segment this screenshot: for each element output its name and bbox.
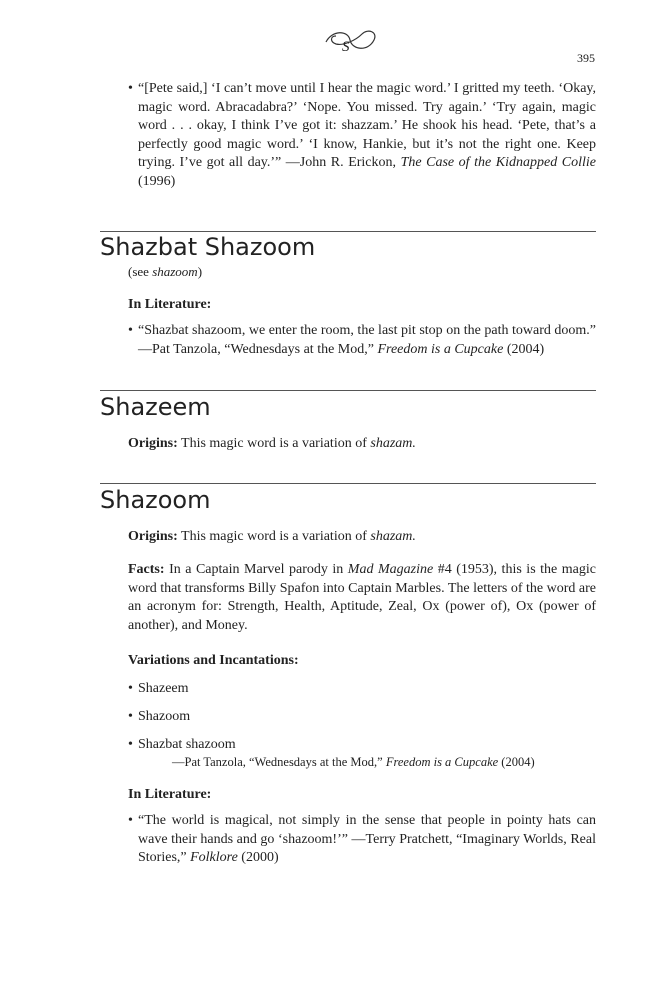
origins-text: This magic word is a variation of [177, 436, 371, 451]
attribution-text: —Pat Tanzola, “Wednesdays at the Mod,” [172, 755, 386, 769]
page-number: 395 [577, 51, 595, 65]
entry-title-shazoom: Shazoom [100, 485, 211, 514]
literature-quote-block [128, 322, 596, 359]
see-prefix: (see [128, 264, 153, 279]
literature-quote-year: (2000) [237, 850, 279, 865]
in-literature-label: In Literature: [128, 297, 212, 312]
top-quote-year: (1996) [138, 173, 176, 189]
top-quote-block [128, 80, 596, 191]
see-suffix: ) [197, 264, 203, 279]
literature-quote-block [128, 812, 596, 868]
literature-quote-source: Freedom is a Cupcake [377, 341, 504, 357]
attribution-source: Freedom is a Cupcake [385, 755, 499, 769]
literature-quote [128, 322, 596, 359]
top-quote-source: The Case of the Kidnapped Collie [400, 155, 596, 170]
literature-quote-text: “The world is magical, not simply in the sense that people in pointy hats can wave their hands and go ‘shazoom!’” —Terry Pratchett, “Imaginary Worlds, Real Stories,” [138, 813, 596, 865]
literature-quote-text: “Shazbat shazoom, we enter the room, the last pit stop on the path toward doom.” —Pat Tanzola, “Wednesdays at the Mod,” [138, 323, 596, 357]
variations-list [128, 680, 596, 770]
origins-block [128, 435, 596, 454]
origins-label: Origins: [128, 436, 178, 451]
flourish-ornament-icon [322, 24, 378, 64]
section-divider [100, 231, 596, 232]
variation-item: • Shazoom [128, 708, 596, 726]
facts-paragraph [128, 561, 596, 635]
variations-label: Variations and Incantations: [128, 653, 299, 668]
literature-quote [128, 812, 596, 868]
section-divider [100, 390, 596, 391]
facts-block [128, 561, 596, 635]
attribution-year: (2004) [498, 755, 535, 769]
variation-attribution [128, 754, 596, 770]
variation-item: • Shazeem [128, 680, 596, 698]
see-word: shazoom [152, 264, 198, 279]
top-quote-text: “[Pete said,] ‘I can’t move until I hear the magic word.’ I gritted my teeth. ‘Okay, magic word. Abracadabra?’ ‘Nope. You missed. Try again.’ ‘Try again, magic word . . . okay, I think I’ve got it: shazzam.’ He shook his head. ‘Pete, that’s a perfectly good magic word.’ ‘I know, Hankie, but it’s not the right one. Keep trying. I’ve got all day.’” —John R. Erickon, [138, 81, 596, 170]
section-divider [100, 483, 596, 484]
page-content [100, 80, 596, 868]
top-quote [128, 80, 596, 191]
origins-paragraph [128, 435, 596, 454]
facts-label: Facts: [128, 562, 165, 577]
origins-label: Origins: [128, 528, 178, 544]
entry-title-shazbat-shazoom: Shazbat Shazoom [100, 233, 316, 261]
ornament-letter: S [342, 39, 350, 55]
origins-word: shazam. [370, 528, 416, 544]
entry-title-shazeem: Shazeem [100, 393, 211, 421]
origins-text: This magic word is a variation of [177, 528, 371, 544]
literature-quote-source: Folklore [190, 850, 238, 865]
see-also-note [128, 263, 596, 280]
facts-text-2: #4 (1953), this is the magic word that transforms Billy Spafon into Captain Marbles. The letters of the word are an acronym for: Strength, Health, Aptitude, Zeal, Ox (power of), Ox (power of another), and Money. [128, 562, 596, 633]
variation-item: • Shazbat shazoom [128, 736, 596, 754]
in-literature-label: In Literature: [128, 787, 212, 802]
literature-quote-year: (2004) [503, 341, 545, 357]
facts-source: Mad Magazine [347, 562, 434, 577]
facts-text-1: In a Captain Marvel parody in [164, 562, 348, 577]
origins-paragraph [128, 528, 596, 547]
origins-word: shazam. [370, 436, 416, 451]
origins-block [128, 528, 596, 547]
